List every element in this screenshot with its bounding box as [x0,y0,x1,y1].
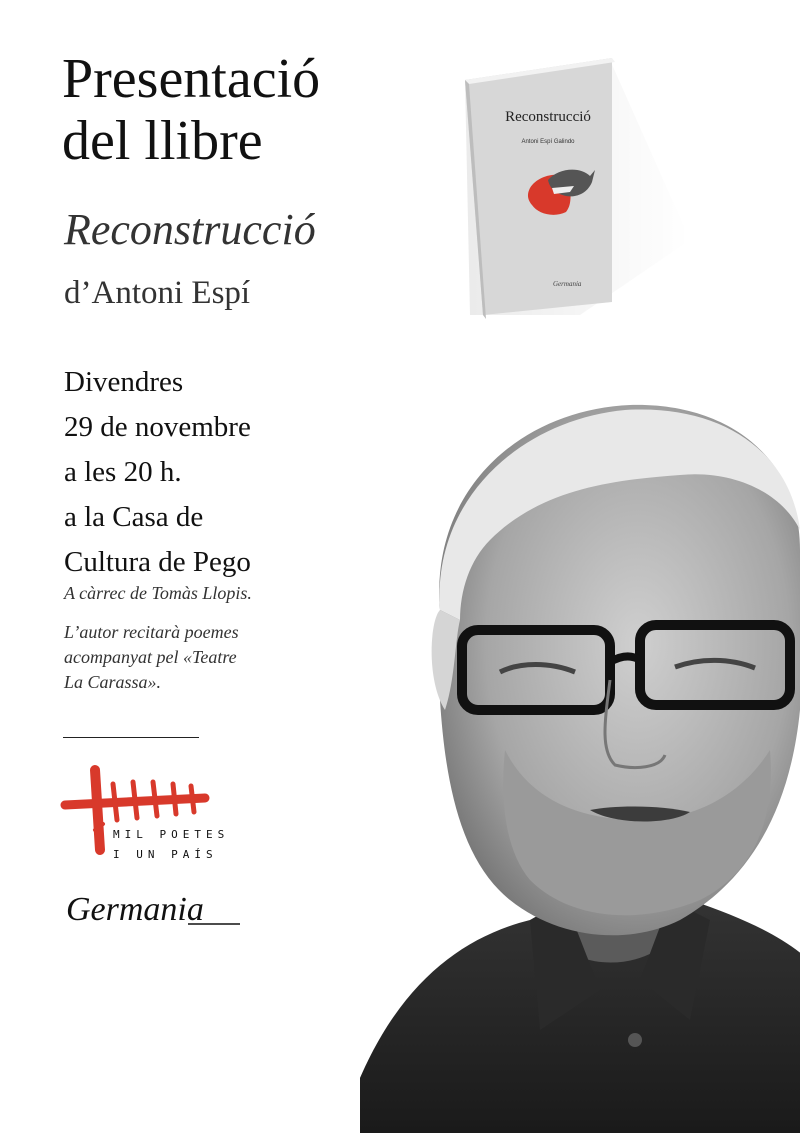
book-author: d’Antoni Espí [64,275,251,311]
germania-logo [60,880,260,940]
book-name: Reconstrucció [64,205,316,254]
title-line-2: del llibre [62,110,263,172]
recital-note-line-2: acompanyat pel «Teatre [64,647,237,667]
presenter-note: A càrrec de Tomàs Llopis. [64,583,252,603]
detail-date: 29 de novembre [64,411,251,443]
event-details [64,360,251,585]
book-cover-title: Reconstrucció [505,109,591,125]
divider [63,737,199,738]
event-title [62,48,320,172]
detail-time: a les 20 h. [64,456,182,488]
mil-poetes-line-1: MIL POETES [113,828,230,841]
detail-day: Divendres [64,366,184,398]
recital-note [64,620,239,695]
book-cover-author: Antoni Espí Galindo [521,139,575,145]
germania-wordmark: Germania [66,891,204,928]
author-portrait [360,380,800,1133]
recital-note-line-3: La Carassa». [64,672,162,692]
recital-note-line-1: L’autor recitarà poemes [64,622,239,642]
mil-poetes-logo [55,760,255,870]
detail-venue-2: Cultura de Pego [64,546,251,578]
mil-poetes-line-2: I UN PAÍS [113,848,218,861]
detail-venue-1: a la Casa de [64,501,204,533]
book-cover-publisher: Germania [553,280,582,288]
book-cover-image [440,40,690,340]
title-line-1: Presentació [62,48,321,110]
